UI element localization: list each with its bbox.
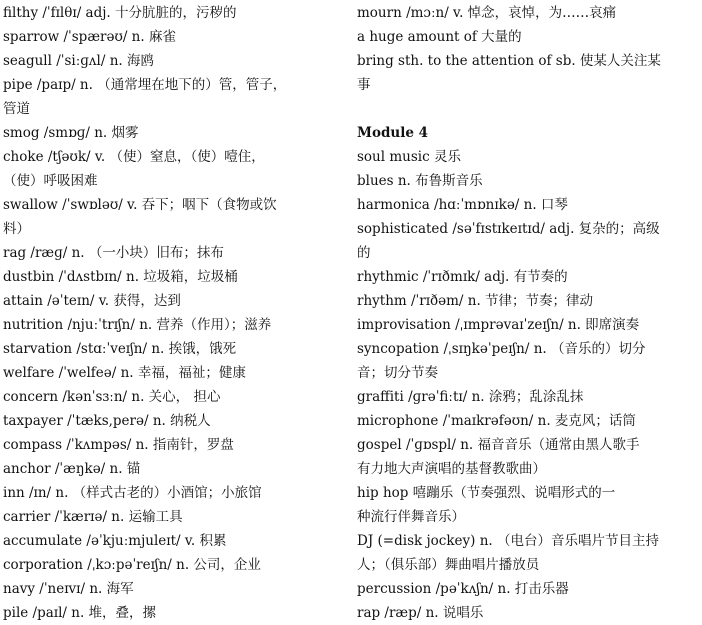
entry-syncopation-continued: 音；切分节奏 <box>357 365 438 381</box>
entry-hip-hop-continued: 种流行伴舞音乐） <box>357 509 465 525</box>
entry-nutrition: nutrition /njuːˈtrɪʃn/ n. 营养（作用）；滋养 <box>3 317 272 333</box>
entry-inn: inn /ɪn/ n. （样式古老的）小酒馆；小旅馆 <box>3 485 262 501</box>
entry-gospel-continued: 有力地大声演唱的基督教歌曲） <box>357 461 546 477</box>
entry-sophisticated: sophisticated /səˈfɪstɪkeɪtɪd/ adj. 复杂的；高级 <box>357 221 660 237</box>
entry-concern: concern /kənˈsɜːn/ n. 关心， 担心 <box>3 389 221 405</box>
entry-rhythm: rhythm /ˈrɪðəm/ n. 节律；节奏；律动 <box>357 293 594 309</box>
entry-smog: smog /smɒɡ/ n. 烟雾 <box>3 125 139 141</box>
entry-rag: rag /ræɡ/ n. （一小块）旧布；抹布 <box>3 245 224 261</box>
entry-sparrow: sparrow /ˈspærəʊ/ n. 麻雀 <box>3 29 176 45</box>
entry-improvisation: improvisation /ˌɪmprəvaɪˈzeɪʃn/ n. 即席演奏 <box>357 317 640 333</box>
entry-dj: DJ (=disk jockey) n. （电台）音乐唱片节目主持 <box>357 533 659 549</box>
entry-a-huge-amount-of: a huge amount of 大量的 <box>357 29 522 45</box>
module-heading: Module 4 <box>357 125 429 141</box>
entry-gospel: gospel /ˈɡɒspl/ n. 福音音乐（通常由黑人歌手 <box>357 437 640 453</box>
entry-navy: navy /ˈneɪvɪ/ n. 海军 <box>3 581 134 597</box>
entry-filthy: filthy /ˈfɪlθɪ/ adj. 十分肮脏的，污秽的 <box>3 5 237 21</box>
entry-dustbin: dustbin /ˈdʌstbɪn/ n. 垃圾箱，垃圾桶 <box>3 269 238 285</box>
entry-rhythmic: rhythmic /ˈrɪðmɪk/ adj. 有节奏的 <box>357 269 568 285</box>
entry-choke: choke /tʃəʊk/ v. （使）窒息，（使）噎住， <box>3 149 265 165</box>
entry-compass: compass /ˈkʌmpəs/ n. 指南针，罗盘 <box>3 437 234 453</box>
vocabulary-column-left <box>3 1 335 625</box>
entry-microphone: microphone /ˈmaɪkrəfəʊn/ n. 麦克风；话筒 <box>357 413 636 429</box>
entry-choke-continued: （使）呼吸困难 <box>3 173 98 189</box>
blank-line <box>357 97 693 121</box>
entry-pile: pile /paɪl/ n. 堆，叠，摞 <box>3 605 157 621</box>
entry-dj-continued: 人；（俱乐部）舞曲唱片播放员 <box>357 557 540 573</box>
entry-starvation: starvation /stɑːˈveɪʃn/ n. 挨饿，饿死 <box>3 341 237 357</box>
entry-sophisticated-continued: 的 <box>357 245 371 261</box>
entry-bring-sth-to-attention: bring sth. to the attention of sb. 使某人关注某 <box>357 53 661 69</box>
entry-harmonica: harmonica /hɑːˈmɒnɪkə/ n. 口琴 <box>357 197 568 213</box>
entry-syncopation: syncopation /ˌsɪŋkəˈpeɪʃn/ n. （音乐的）切分 <box>357 341 646 357</box>
entry-swallow: swallow /ˈswɒləʊ/ v. 吞下；咽下（食物或饮 <box>3 197 277 213</box>
entry-carrier: carrier /ˈkærɪə/ n. 运输工具 <box>3 509 183 525</box>
entry-swallow-continued: 料） <box>3 221 30 237</box>
entry-bring-sth-to-attention-continued: 事 <box>357 77 371 93</box>
entry-soul-music: soul music 灵乐 <box>357 149 461 165</box>
entry-pipe: pipe /paɪp/ n. （通常埋在地下的）管，管子， <box>3 77 287 93</box>
entry-accumulate: accumulate /əˈkjuːmjuleɪt/ v. 积累 <box>3 533 227 549</box>
entry-anchor: anchor /ˈæŋkə/ n. 锚 <box>3 461 141 477</box>
entry-welfare: welfare /ˈwelfeə/ n. 幸福，福祉；健康 <box>3 365 246 381</box>
entry-pipe-continued: 管道 <box>3 101 30 117</box>
entry-hip-hop: hip hop 嘻蹦乐（节奏强烈、说唱形式的一 <box>357 485 616 501</box>
entry-rap: rap /ræp/ n. 说唱乐 <box>357 605 484 621</box>
vocabulary-column-right <box>357 1 693 625</box>
entry-mourn: mourn /mɔːn/ v. 悼念，哀悼，为……哀痛 <box>357 5 617 21</box>
entry-percussion: percussion /pəˈkʌʃn/ n. 打击乐器 <box>357 581 569 597</box>
entry-corporation: corporation /ˌkɔːpəˈreɪʃn/ n. 公司，企业 <box>3 557 261 573</box>
entry-graffiti: graffiti /ɡrəˈfiːtɪ/ n. 涂鸦；乱涂乱抹 <box>357 389 584 405</box>
entry-seagull: seagull /ˈsiːɡʌl/ n. 海鸥 <box>3 53 154 69</box>
entry-taxpayer: taxpayer /ˈtæks,perə/ n. 纳税人 <box>3 413 211 429</box>
entry-attain: attain /əˈteɪn/ v. 获得，达到 <box>3 293 181 309</box>
entry-blues: blues n. 布鲁斯音乐 <box>357 173 483 189</box>
